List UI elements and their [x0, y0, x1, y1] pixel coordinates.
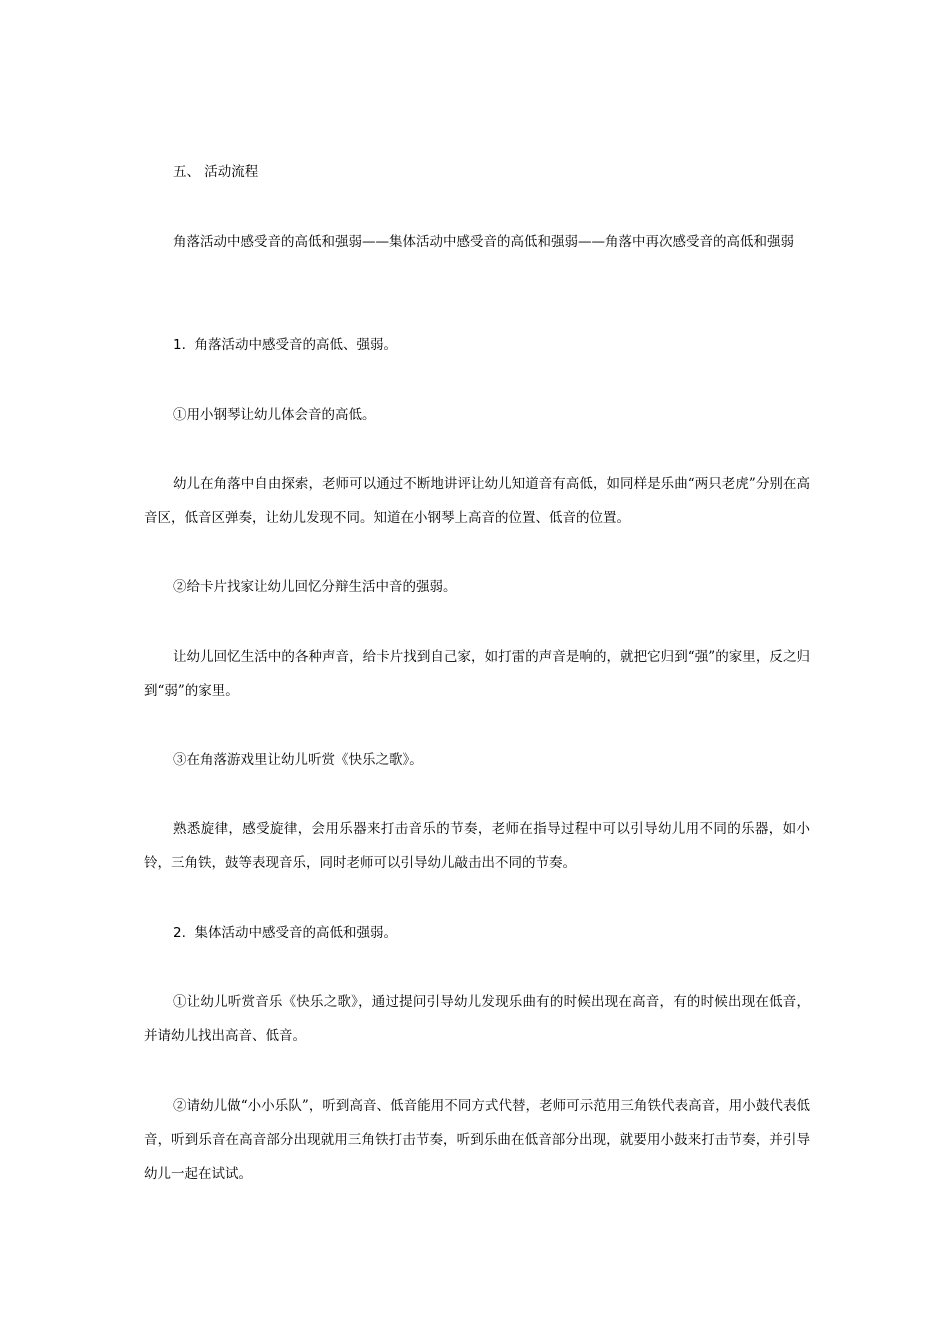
step1-item1-heading: ①用小钢琴让幼儿体会音的高低。: [173, 407, 376, 423]
step2-item1: ①让幼儿听赏音乐《快乐之歌》，通过提问引导幼儿发现乐曲有的时候出现在高音，有的时候出现在低音，并请幼儿找出高音、低音。: [144, 994, 810, 1044]
step1-heading: [144, 328, 810, 362]
step1-number: 1.: [173, 337, 186, 353]
step1-item2-body: 让幼儿回忆生活中的各种声音，给卡片找到自己家，如打雷的声音是响的，就把它归到“强”的家里，反之归到“弱”的家里。: [144, 649, 810, 699]
document-page: [144, 0, 810, 1344]
step2-title: 集体活动中感受音的高低和强弱。: [194, 925, 397, 941]
step1-item3-heading: ③在角落游戏里让幼儿听赏《快乐之歌》。: [173, 752, 423, 768]
step2-heading: [144, 916, 810, 950]
step1-item3-body: 熟悉旋律，感受旋律，会用乐器来打击音乐的节奏，老师在指导过程中可以引导幼儿用不同的乐器，如小铃，三角铁，鼓等表现音乐，同时老师可以引导幼儿敲击出不同的节奏。: [144, 821, 810, 871]
step1-title: 角落活动中感受音的高低、强弱。: [194, 337, 397, 353]
activity-overview: 角落活动中感受音的高低和强弱——集体活动中感受音的高低和强弱——角落中再次感受音的高低和强弱: [173, 234, 794, 250]
step1-item1-body: 幼儿在角落中自由探索，老师可以通过不断地讲评让幼儿知道音有高低，如同样是乐曲“两只老虎”分别在高音区，低音区弹奏，让幼儿发现不同。知道在小钢琴上高音的位置、低音的位置。: [144, 476, 810, 526]
step2-item2: ②请幼儿做“小小乐队”，听到高音、低音能用不同方式代替，老师可示范用三角铁代表高音，用小鼓代表低音，听到乐音在高音部分出现就用三角铁打击节奏，听到乐曲在低音部分出现，就要用小鼓来打击节奏，并引导幼儿一起在试试。: [144, 1098, 810, 1182]
step1-item2-heading: ②给卡片找家让幼儿回忆分辩生活中音的强弱。: [173, 579, 457, 595]
section-heading: 五、 活动流程: [173, 164, 259, 180]
step2-number: 2.: [173, 925, 186, 941]
